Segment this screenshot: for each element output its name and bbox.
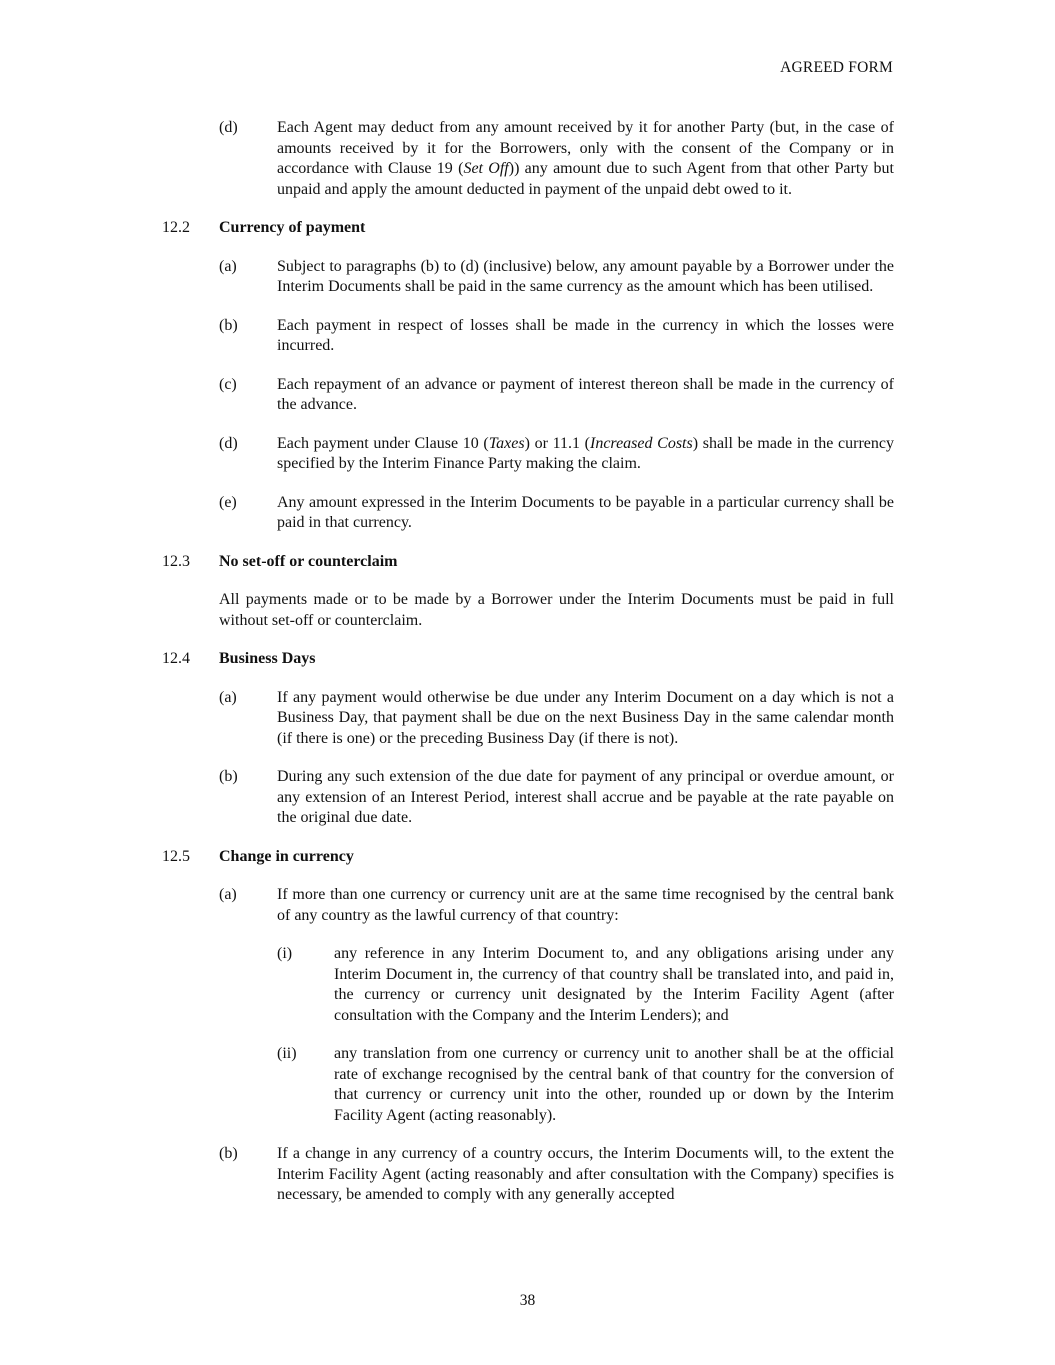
subparagraph-text: any reference in any Interim Document to, and any obligations arising under any Interim Document in, the currency of that country shall be translated into, and paid in, the currency or currency unit designated by the Interim Facility Agent (after consultation with the Company and the Interim Lenders); and <box>334 945 894 1024</box>
paragraph-text: If any payment would otherwise be due under any Interim Document on a day which is not a Business Day, that payment shall be due on the next Business Day in the same calendar month (if there is one) or the preceding Business Day (if there is not). <box>277 688 894 747</box>
subparagraph-label: (i) <box>277 945 293 962</box>
section-title: Change in currency <box>219 847 354 865</box>
paragraph-text: Each payment under Clause 10 (Taxes) or 11.1 (Increased Costs) shall be made in the currency specified by the Interim Finance Party making the claim. <box>277 434 895 472</box>
page-number: 38 <box>519 1292 536 1309</box>
clause-12-5-a-ii <box>0 1044 1055 1126</box>
section-number: 12.5 <box>162 847 190 865</box>
paragraph-label: (b) <box>219 316 238 334</box>
paragraph-label: (a) <box>219 257 237 275</box>
document-header: AGREED FORM <box>780 59 893 76</box>
section-12-3-text: All payments made or to be made by a Borrower under the Interim Documents must be paid in full without set-off or counterclaim. <box>219 591 894 629</box>
clause-12-1-d <box>0 118 1055 200</box>
paragraph-label: (d) <box>219 434 238 452</box>
section-title: Business Days <box>219 650 316 667</box>
paragraph-label: (b) <box>219 1145 238 1162</box>
clause-reference: Set Off <box>463 160 509 177</box>
clause-12-4-a <box>0 688 1055 750</box>
section-number: 12.3 <box>162 552 190 570</box>
section-number: 12.2 <box>162 219 190 236</box>
clause-reference: Increased Costs <box>590 434 693 452</box>
paragraph-label: (e) <box>219 493 237 511</box>
paragraph-text: Each repayment of an advance or payment of interest thereon shall be made in the currency of the advance. <box>277 375 894 413</box>
subparagraph-label: (ii) <box>277 1045 297 1062</box>
paragraph-label: (c) <box>219 375 237 393</box>
clause-12-2-a <box>0 257 1055 298</box>
section-title: No set-off or counterclaim <box>219 552 398 570</box>
clause-12-4-b <box>0 767 1055 829</box>
paragraph-text: If a change in any currency of a country occurs, the Interim Documents will, to the extent the Interim Facility Agent (acting reasonably and after consultation with the Company) specifies is necessary, be amended to comply with any generally accepted <box>277 1145 894 1203</box>
paragraph-text: During any such extension of the due date for payment of any principal or overdue amount, or any extension of an Interest Period, interest shall accrue and be payable at the rate payable on the original due date. <box>277 768 894 826</box>
paragraph-label: (b) <box>219 768 238 785</box>
paragraph-label: (a) <box>219 886 237 903</box>
paragraph-text: Subject to paragraphs (b) to (d) (inclusive) below, any amount payable by a Borrower under the Interim Documents shall be paid in the same currency as the amount which has been utilised. <box>277 257 894 295</box>
section-12-3-heading <box>0 552 1055 573</box>
section-12-5-heading <box>0 847 1055 868</box>
page-content <box>0 118 1055 1224</box>
paragraph-text: Any amount expressed in the Interim Documents to be payable in a particular currency shall be paid in that currency. <box>277 493 894 531</box>
clause-12-5-a-i <box>0 944 1055 1026</box>
clause-12-2-b <box>0 316 1055 357</box>
paragraph-label: (d) <box>219 119 238 136</box>
paragraph-label: (a) <box>219 688 237 706</box>
paragraph-text: If more than one currency or currency unit are at the same time recognised by the central bank of any country as the lawful currency of that country: <box>277 886 894 924</box>
subparagraph-text: any translation from one currency or currency unit to another shall be at the official rate of exchange recognised by the central bank of that country for the conversion of that currency or currency unit into the other, rounded up or down by the Interim Facility Agent (acting reasonably). <box>334 1045 894 1124</box>
clause-12-2-c <box>0 375 1055 416</box>
clause-reference: Taxes <box>488 434 525 452</box>
clause-12-2-d <box>0 434 1055 475</box>
section-number: 12.4 <box>162 650 190 667</box>
clause-12-5-a <box>0 885 1055 926</box>
section-12-4-heading <box>0 649 1055 670</box>
paragraph-text: Each payment in respect of losses shall be made in the currency in which the losses were incurred. <box>277 316 894 354</box>
section-12-2-heading <box>0 218 1055 239</box>
paragraph-text: Each Agent may deduct from any amount received by it for another Party (but, in the case of amounts received by it for the Borrowers, only with the consent of the Company or in accordance with Clause 19 (Set Off)) any amount due to such Agent from that other Party but unpaid and apply the amount deducted in payment of the unpaid debt owed to it. <box>277 119 894 198</box>
section-title: Currency of payment <box>219 219 366 236</box>
clause-12-2-e <box>0 493 1055 534</box>
clause-12-5-b <box>0 1144 1055 1206</box>
